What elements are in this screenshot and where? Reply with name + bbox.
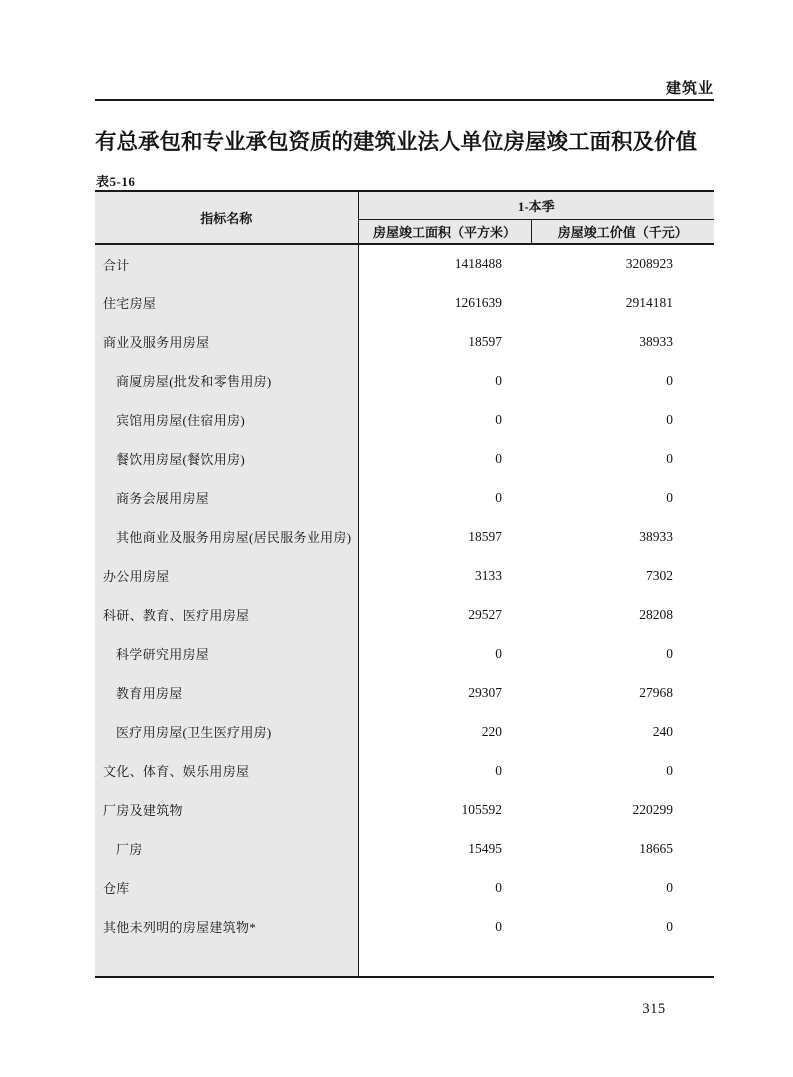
row-completed-value: 240 xyxy=(531,712,714,751)
row-indicator-label: 商业及服务用房屋 xyxy=(95,322,358,361)
table-row xyxy=(95,478,714,517)
spacer-cell xyxy=(95,946,358,977)
row-completed-area: 0 xyxy=(358,907,531,946)
row-completed-value: 0 xyxy=(531,478,714,517)
row-indicator-label: 仓库 xyxy=(95,868,358,907)
table-row xyxy=(95,634,714,673)
row-indicator-label: 其他未列明的房屋建筑物* xyxy=(95,907,358,946)
row-completed-value: 38933 xyxy=(531,517,714,556)
statistics-table xyxy=(95,190,714,978)
table-row xyxy=(95,556,714,595)
page-number: 315 xyxy=(642,1001,666,1017)
table-row xyxy=(95,595,714,634)
page-title: 有总承包和专业承包资质的建筑业法人单位房屋竣工面积及价值 xyxy=(95,130,698,154)
table-body xyxy=(95,244,714,977)
table-row xyxy=(95,907,714,946)
table-row xyxy=(95,829,714,868)
row-completed-area: 15495 xyxy=(358,829,531,868)
row-completed-area: 0 xyxy=(358,478,531,517)
row-completed-area: 18597 xyxy=(358,322,531,361)
column-group-header-period: 1-本季 xyxy=(358,191,714,219)
row-completed-area: 1261639 xyxy=(358,283,531,322)
row-indicator-label: 住宅房屋 xyxy=(95,283,358,322)
row-completed-value: 18665 xyxy=(531,829,714,868)
table-row xyxy=(95,361,714,400)
row-completed-value: 27968 xyxy=(531,673,714,712)
row-indicator-label: 商务会展用房屋 xyxy=(95,478,358,517)
row-completed-area: 0 xyxy=(358,400,531,439)
table-row xyxy=(95,283,714,322)
row-completed-area: 29527 xyxy=(358,595,531,634)
table-row xyxy=(95,400,714,439)
row-completed-area: 220 xyxy=(358,712,531,751)
row-completed-value: 7302 xyxy=(531,556,714,595)
spacer-cell xyxy=(358,946,531,977)
row-indicator-label: 科学研究用房屋 xyxy=(95,634,358,673)
row-indicator-label: 餐饮用房屋(餐饮用房) xyxy=(95,439,358,478)
row-indicator-label: 厂房 xyxy=(95,829,358,868)
row-completed-area: 0 xyxy=(358,751,531,790)
table-row xyxy=(95,751,714,790)
row-completed-value: 0 xyxy=(531,400,714,439)
row-completed-value: 2914181 xyxy=(531,283,714,322)
row-completed-area: 18597 xyxy=(358,517,531,556)
row-completed-area: 105592 xyxy=(358,790,531,829)
row-completed-value: 0 xyxy=(531,751,714,790)
row-completed-value: 0 xyxy=(531,907,714,946)
row-completed-value: 0 xyxy=(531,439,714,478)
row-indicator-label: 厂房及建筑物 xyxy=(95,790,358,829)
row-completed-value: 220299 xyxy=(531,790,714,829)
row-completed-value: 28208 xyxy=(531,595,714,634)
row-completed-area: 0 xyxy=(358,439,531,478)
table-header xyxy=(95,191,714,244)
row-completed-value: 0 xyxy=(531,868,714,907)
row-completed-area: 0 xyxy=(358,868,531,907)
column-header-completed-value: 房屋竣工价值（千元） xyxy=(531,219,714,244)
table-row xyxy=(95,517,714,556)
row-indicator-label: 商厦房屋(批发和零售用房) xyxy=(95,361,358,400)
table-row xyxy=(95,322,714,361)
header-rule xyxy=(95,99,714,101)
row-completed-area: 3133 xyxy=(358,556,531,595)
table-row xyxy=(95,868,714,907)
row-completed-value: 3208923 xyxy=(531,244,714,283)
row-completed-area: 1418488 xyxy=(358,244,531,283)
section-header: 建筑业 xyxy=(665,81,714,97)
column-header-indicator-name: 指标名称 xyxy=(95,191,358,244)
table-row xyxy=(95,244,714,283)
row-completed-area: 0 xyxy=(358,361,531,400)
table-spacer-row xyxy=(95,946,714,977)
column-header-completed-area: 房屋竣工面积（平方米） xyxy=(358,219,531,244)
row-indicator-label: 教育用房屋 xyxy=(95,673,358,712)
spacer-cell xyxy=(531,946,714,977)
row-indicator-label: 办公用房屋 xyxy=(95,556,358,595)
row-indicator-label: 其他商业及服务用房屋(居民服务业用房) xyxy=(95,517,358,556)
row-indicator-label: 文化、体育、娱乐用房屋 xyxy=(95,751,358,790)
table-row xyxy=(95,673,714,712)
row-indicator-label: 合计 xyxy=(95,244,358,283)
row-indicator-label: 科研、教育、医疗用房屋 xyxy=(95,595,358,634)
row-completed-area: 29307 xyxy=(358,673,531,712)
row-indicator-label: 宾馆用房屋(住宿用房) xyxy=(95,400,358,439)
row-completed-value: 38933 xyxy=(531,322,714,361)
table-row xyxy=(95,439,714,478)
table-label: 表5-16 xyxy=(96,174,136,189)
row-completed-area: 0 xyxy=(358,634,531,673)
row-indicator-label: 医疗用房屋(卫生医疗用房) xyxy=(95,712,358,751)
row-completed-value: 0 xyxy=(531,634,714,673)
row-completed-value: 0 xyxy=(531,361,714,400)
table-row xyxy=(95,790,714,829)
table-row xyxy=(95,712,714,751)
